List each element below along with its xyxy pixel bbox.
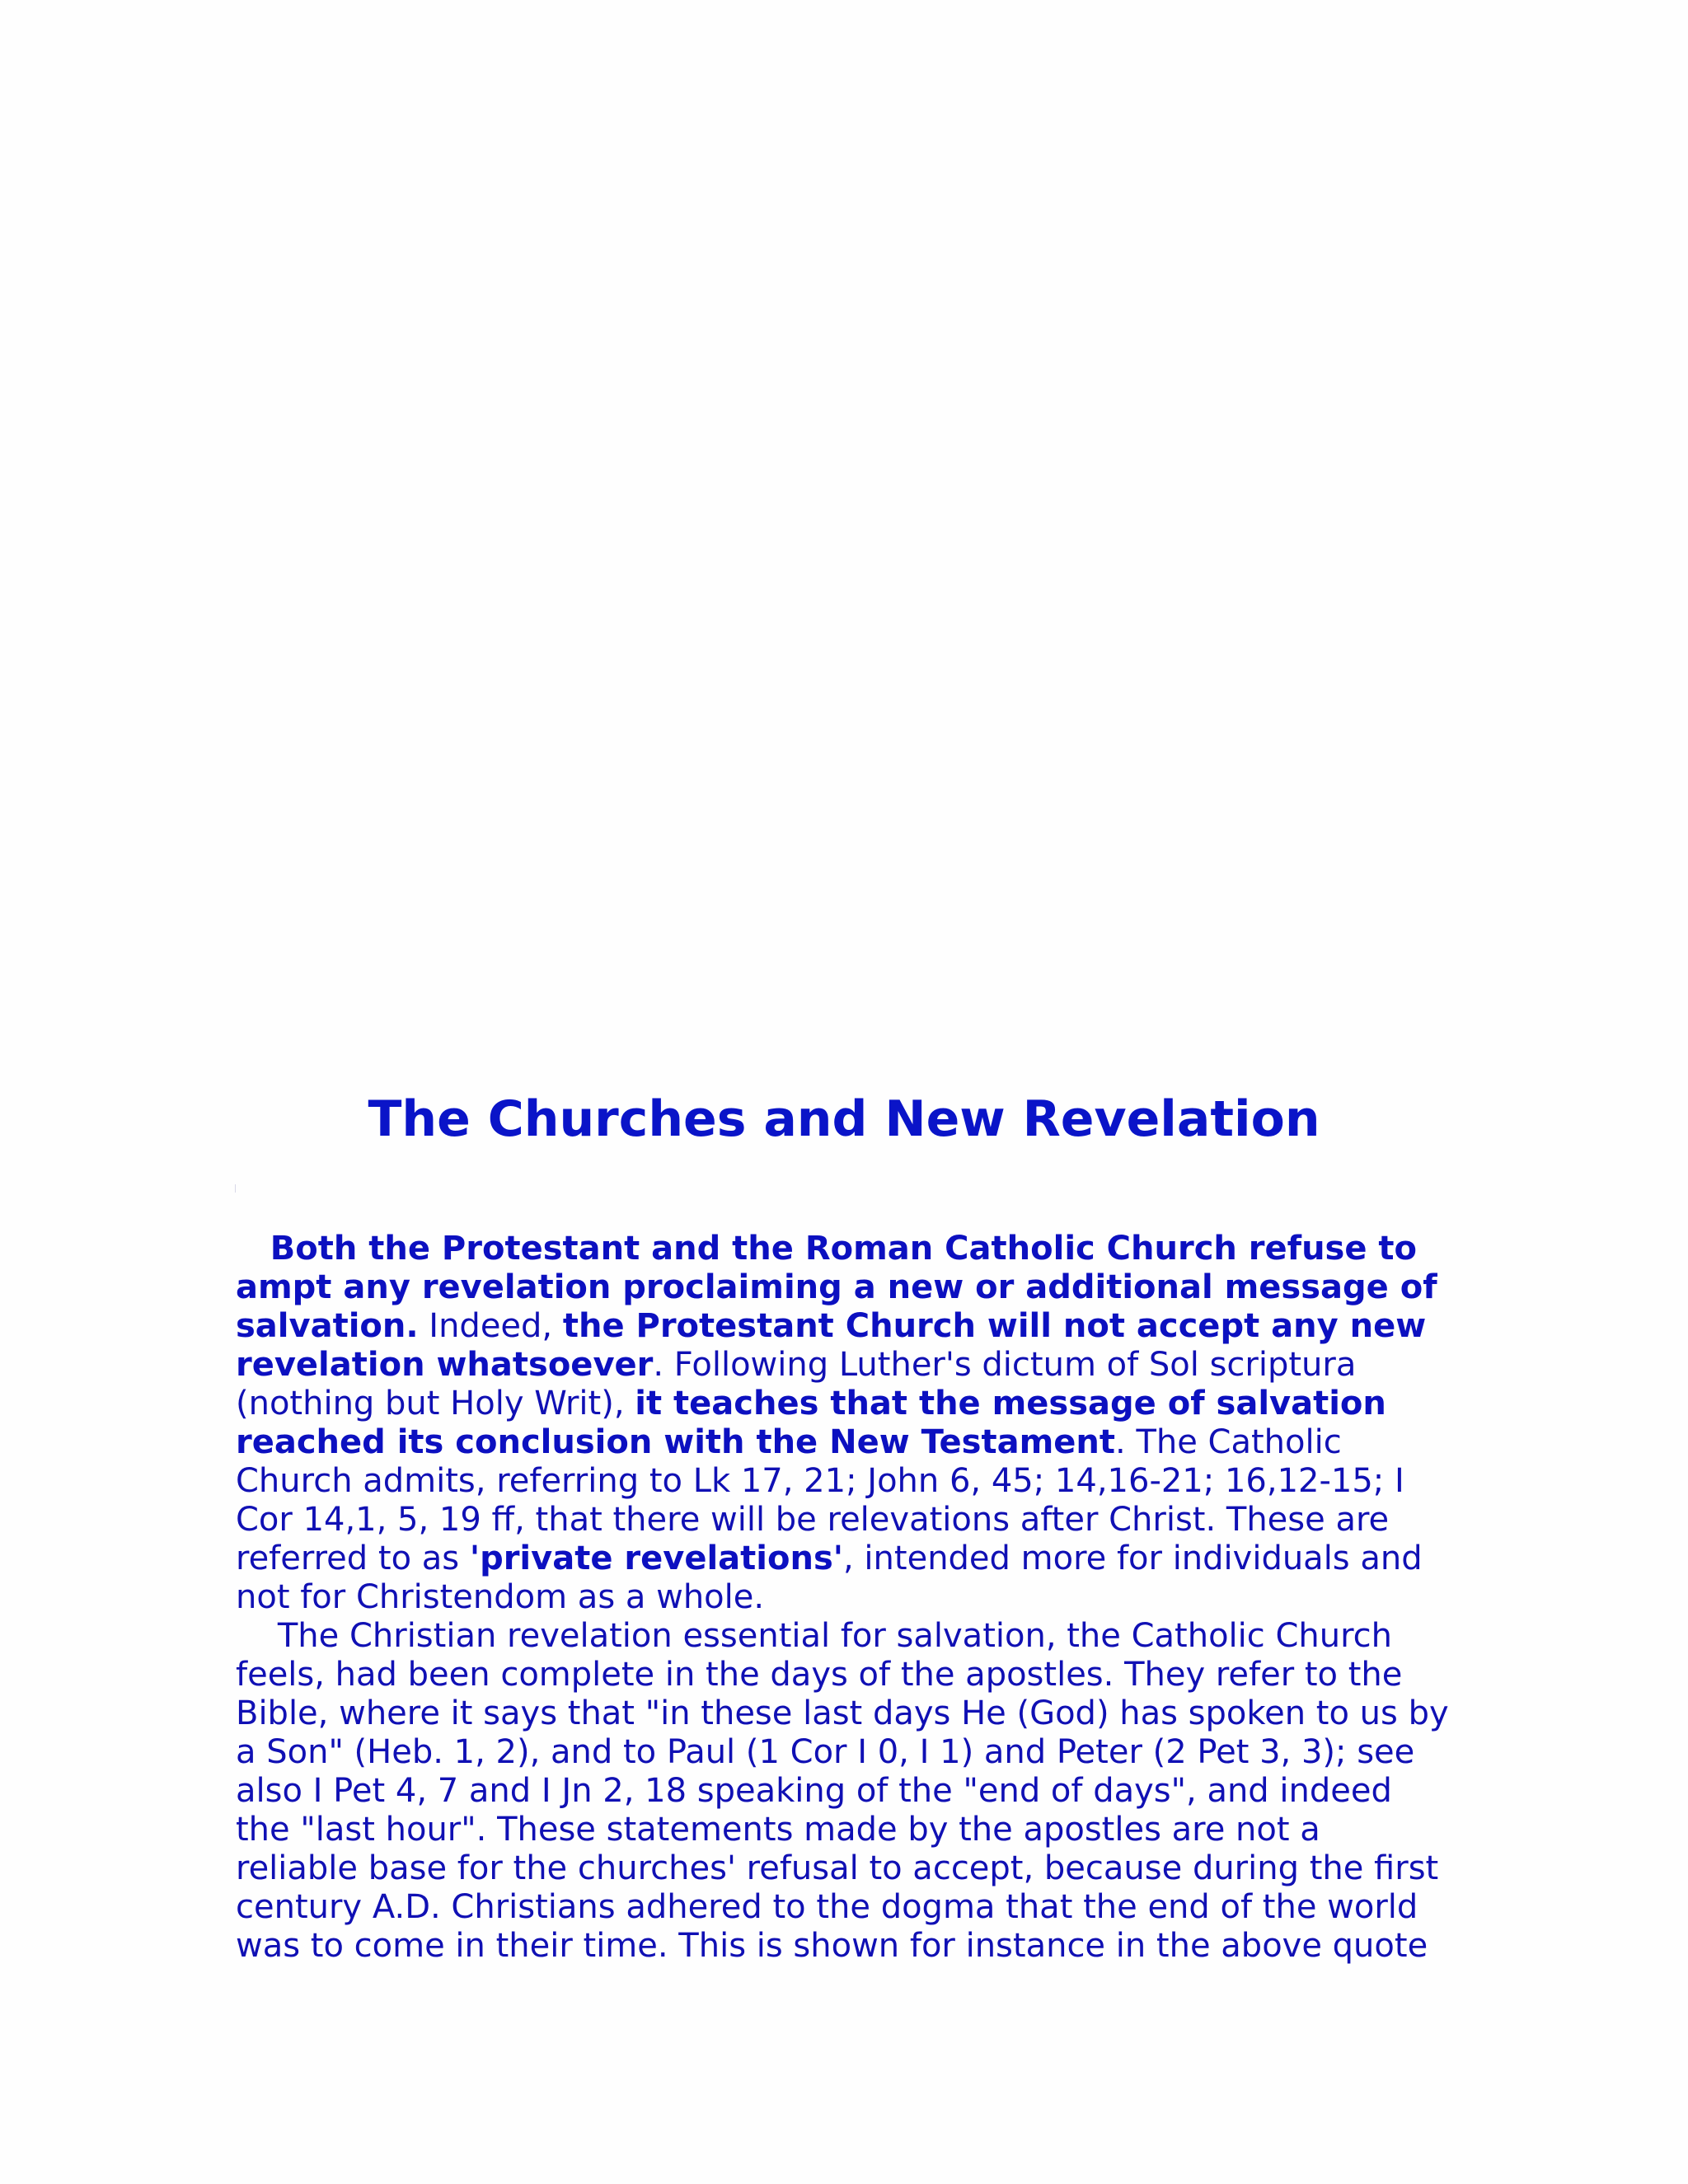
text-line (236, 1811, 1688, 1849)
text-line (236, 1423, 1688, 1462)
text-segment: , intended more for individuals and (843, 1540, 1423, 1577)
text-segment: . The Catholic (1115, 1423, 1342, 1461)
text-line (236, 1268, 1688, 1307)
bold-text-segment: reached its conclusion with the New Testament (236, 1423, 1116, 1461)
bold-text-segment: 'private revelations' (469, 1540, 843, 1577)
text-line (236, 1849, 1688, 1888)
text-segment: . Following Luther's dictum of Sol scriptura (653, 1346, 1357, 1384)
text-line (236, 1462, 1688, 1501)
text-segment: not for Christendom as a whole. (236, 1578, 765, 1616)
text-segment: Church admits, referring to Lk 17, 21; John 6, 45; 14,16-21; 16,12-15; I (236, 1462, 1404, 1500)
text-line (236, 1501, 1688, 1540)
bold-text-segment: it teaches that the message of salvation (635, 1385, 1386, 1422)
bold-text-segment: salvation. (236, 1307, 419, 1345)
text-segment: also I Pet 4, 7 and I Jn 2, 18 speaking of the "end of days", and indeed (236, 1772, 1392, 1810)
text-line (236, 1888, 1688, 1927)
article-body (236, 1230, 1688, 1966)
text-segment: the "last hour". These statements made by the apostles are not a (236, 1811, 1320, 1849)
text-segment: (nothing but Holy Writ), (236, 1385, 635, 1422)
page-title: The Churches and New Revelation (368, 1090, 1320, 1148)
text-segment: Indeed, (418, 1307, 563, 1345)
bold-text-segment: the Protestant Church will not accept any new (562, 1307, 1427, 1345)
text-line (236, 1540, 1688, 1578)
text-segment: Cor 14,1, 5, 19 ff, that there will be relevations after Christ. These are (236, 1501, 1390, 1539)
text-segment: century A.D. Christians adhered to the dogma that the end of the world (236, 1888, 1418, 1926)
text-line (236, 1617, 1688, 1656)
text-line (236, 1927, 1688, 1966)
text-segment: was to come in their time. This is shown for instance in the above quote (236, 1927, 1428, 1965)
text-line (236, 1385, 1688, 1423)
text-segment: feels, had been complete in the days of the apostles. They refer to the (236, 1656, 1403, 1694)
text-line (236, 1230, 1688, 1268)
text-segment: Bible, where it says that "in these last days He (God) has spoken to us by (236, 1694, 1449, 1732)
text-line (236, 1694, 1688, 1733)
text-line (236, 1733, 1688, 1772)
text-line (236, 1656, 1688, 1694)
text-line (236, 1346, 1688, 1385)
text-segment: referred to as (236, 1540, 470, 1577)
bold-text-segment: Both the Protestant and the Roman Catholic Church refuse to (236, 1230, 1418, 1268)
text-line (236, 1578, 1688, 1617)
text-line (236, 1772, 1688, 1811)
bold-text-segment: ampt any revelation proclaiming a new or additional message of (236, 1268, 1437, 1306)
text-segment: a Son" (Heb. 1, 2), and to Paul (1 Cor I 0, I 1) and Peter (2 Pet 3, 3); see (236, 1733, 1415, 1771)
bold-text-segment: revelation whatsoever (236, 1346, 654, 1384)
text-segment: The Christian revelation essential for salvation, the Catholic Church (236, 1617, 1393, 1655)
margin-mark (235, 1184, 236, 1193)
text-segment: reliable base for the churches' refusal to accept, because during the first (236, 1849, 1439, 1887)
text-line (236, 1307, 1688, 1346)
